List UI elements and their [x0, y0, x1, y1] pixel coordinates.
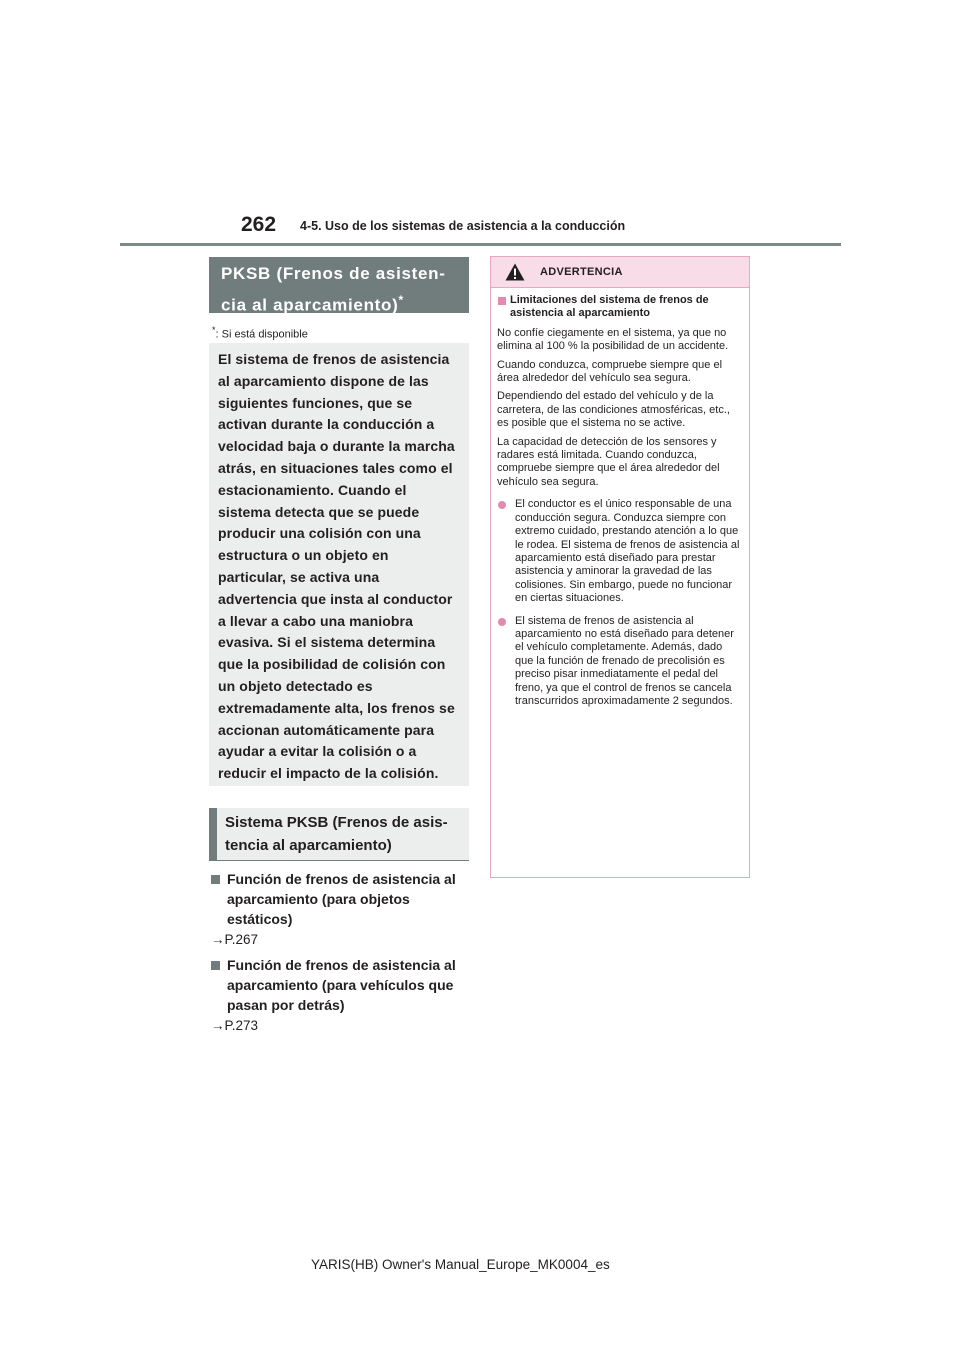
footnote-mark: *: [212, 325, 216, 335]
feature-item: [211, 956, 473, 1015]
warning-paragraph: Dependiendo del estado del vehículo y de la carretera, de las condiciones atmosféricas, etc., es posible que el sistema no se active.: [497, 390, 730, 430]
warning-title: ADVERTENCIA: [540, 266, 623, 278]
availability-footnote: [212, 325, 308, 341]
square-bullet-icon: [211, 961, 220, 970]
page-number: 262: [241, 213, 277, 236]
header-rule: [120, 243, 841, 246]
footnote-text: : Si está disponible: [215, 328, 308, 341]
pksb-title: [209, 257, 469, 313]
feature-item: [211, 870, 473, 929]
warning-header: [491, 257, 749, 288]
intro-text: El sistema de frenos de asistencia al aparcamiento dispone de las siguientes funciones, que se activan durante la conducción a velocidad baja o durante la marcha atrás, en situaciones tales como el estacionamiento. Cuando el sistema detecta que se puede producir una colisión con una estructura o un objeto en particular, se activa una advertencia que insta al conductor a llevar a cabo una maniobra evasiva. Si el sistema determina que la posibilidad de colisión con un objeto detectado es extremadamente alta, los frenos se accionan automáticamente para ayudar a evitar la colisión o a reducir el impacto de la colisión.: [218, 351, 455, 782]
feature-title: Función de frenos de asistencia al aparcamiento (para objetos estáticos): [227, 871, 456, 927]
circle-bullet-icon: [498, 501, 506, 509]
section-heading: 4-5. Uso de los sistemas de asistencia a la conducción: [300, 219, 626, 233]
warning-bullet-text: El sistema de frenos de asistencia al aparcamiento no está diseñado para detener el vehículo completamente. Además, dado que la función de frenado de precolisión es preciso pisar inmediatamente el pedal del freno, ya que el control de frenos se cancela transcurridos aproximadamente 2 segundos.: [515, 614, 734, 707]
warning-bullet: [497, 615, 741, 709]
pksb-title-mark: *: [398, 293, 404, 307]
warning-bullet-text: El conductor es el único responsable de una conducción segura. Conduzca siempre con extremo cuidado, prestando atención a lo que le rodea. El sistema de frenos de asistencia al aparcamiento está diseñado para prestar asistencia y aminorar la gravedad de las colisiones. Sin embargo, puede no funcionar en ciertas situaciones.: [515, 498, 740, 605]
page-reference-link[interactable]: →P.273: [211, 1018, 259, 1033]
intro-box: [209, 343, 469, 786]
page-reference-link[interactable]: →P.267: [211, 932, 259, 947]
warning-triangle-icon: [505, 263, 525, 281]
circle-bullet-icon: [498, 618, 506, 626]
footer-text: YARIS(HB) Owner's Manual_Europe_MK0004_es: [311, 1257, 610, 1272]
square-bullet-icon: [211, 875, 220, 884]
warning-subheading-text: Limitaciones del sistema de frenos de asistencia al aparcamiento: [510, 294, 709, 320]
warning-paragraph: No confíe ciegamente en el sistema, ya que no elimina al 100 % la posibilidad de un accidente.: [497, 326, 729, 353]
system-heading: Sistema PKSB (Frenos de asis-tencia al aparcamiento): [209, 808, 469, 861]
feature-title: Función de frenos de asistencia al aparcamiento (para vehículos que pasan por detrás): [227, 957, 456, 1013]
warning-paragraph: Cuando conduzca, compruebe siempre que el área alrededor del vehículo sea segura.: [497, 358, 723, 385]
warning-box: [490, 256, 750, 878]
warning-paragraph: La capacidad de detección de los sensores y radares está limitada. Cuando conduzca, compruebe siempre que el área alrededor del vehículo sea segura.: [497, 435, 720, 488]
warning-body: [491, 288, 749, 708]
warning-subheading: [497, 294, 741, 321]
pksb-title-text: PKSB (Frenos de asisten-cia al aparcamiento): [221, 264, 446, 315]
warning-bullet: [497, 498, 741, 605]
square-bullet-icon: [498, 297, 506, 305]
